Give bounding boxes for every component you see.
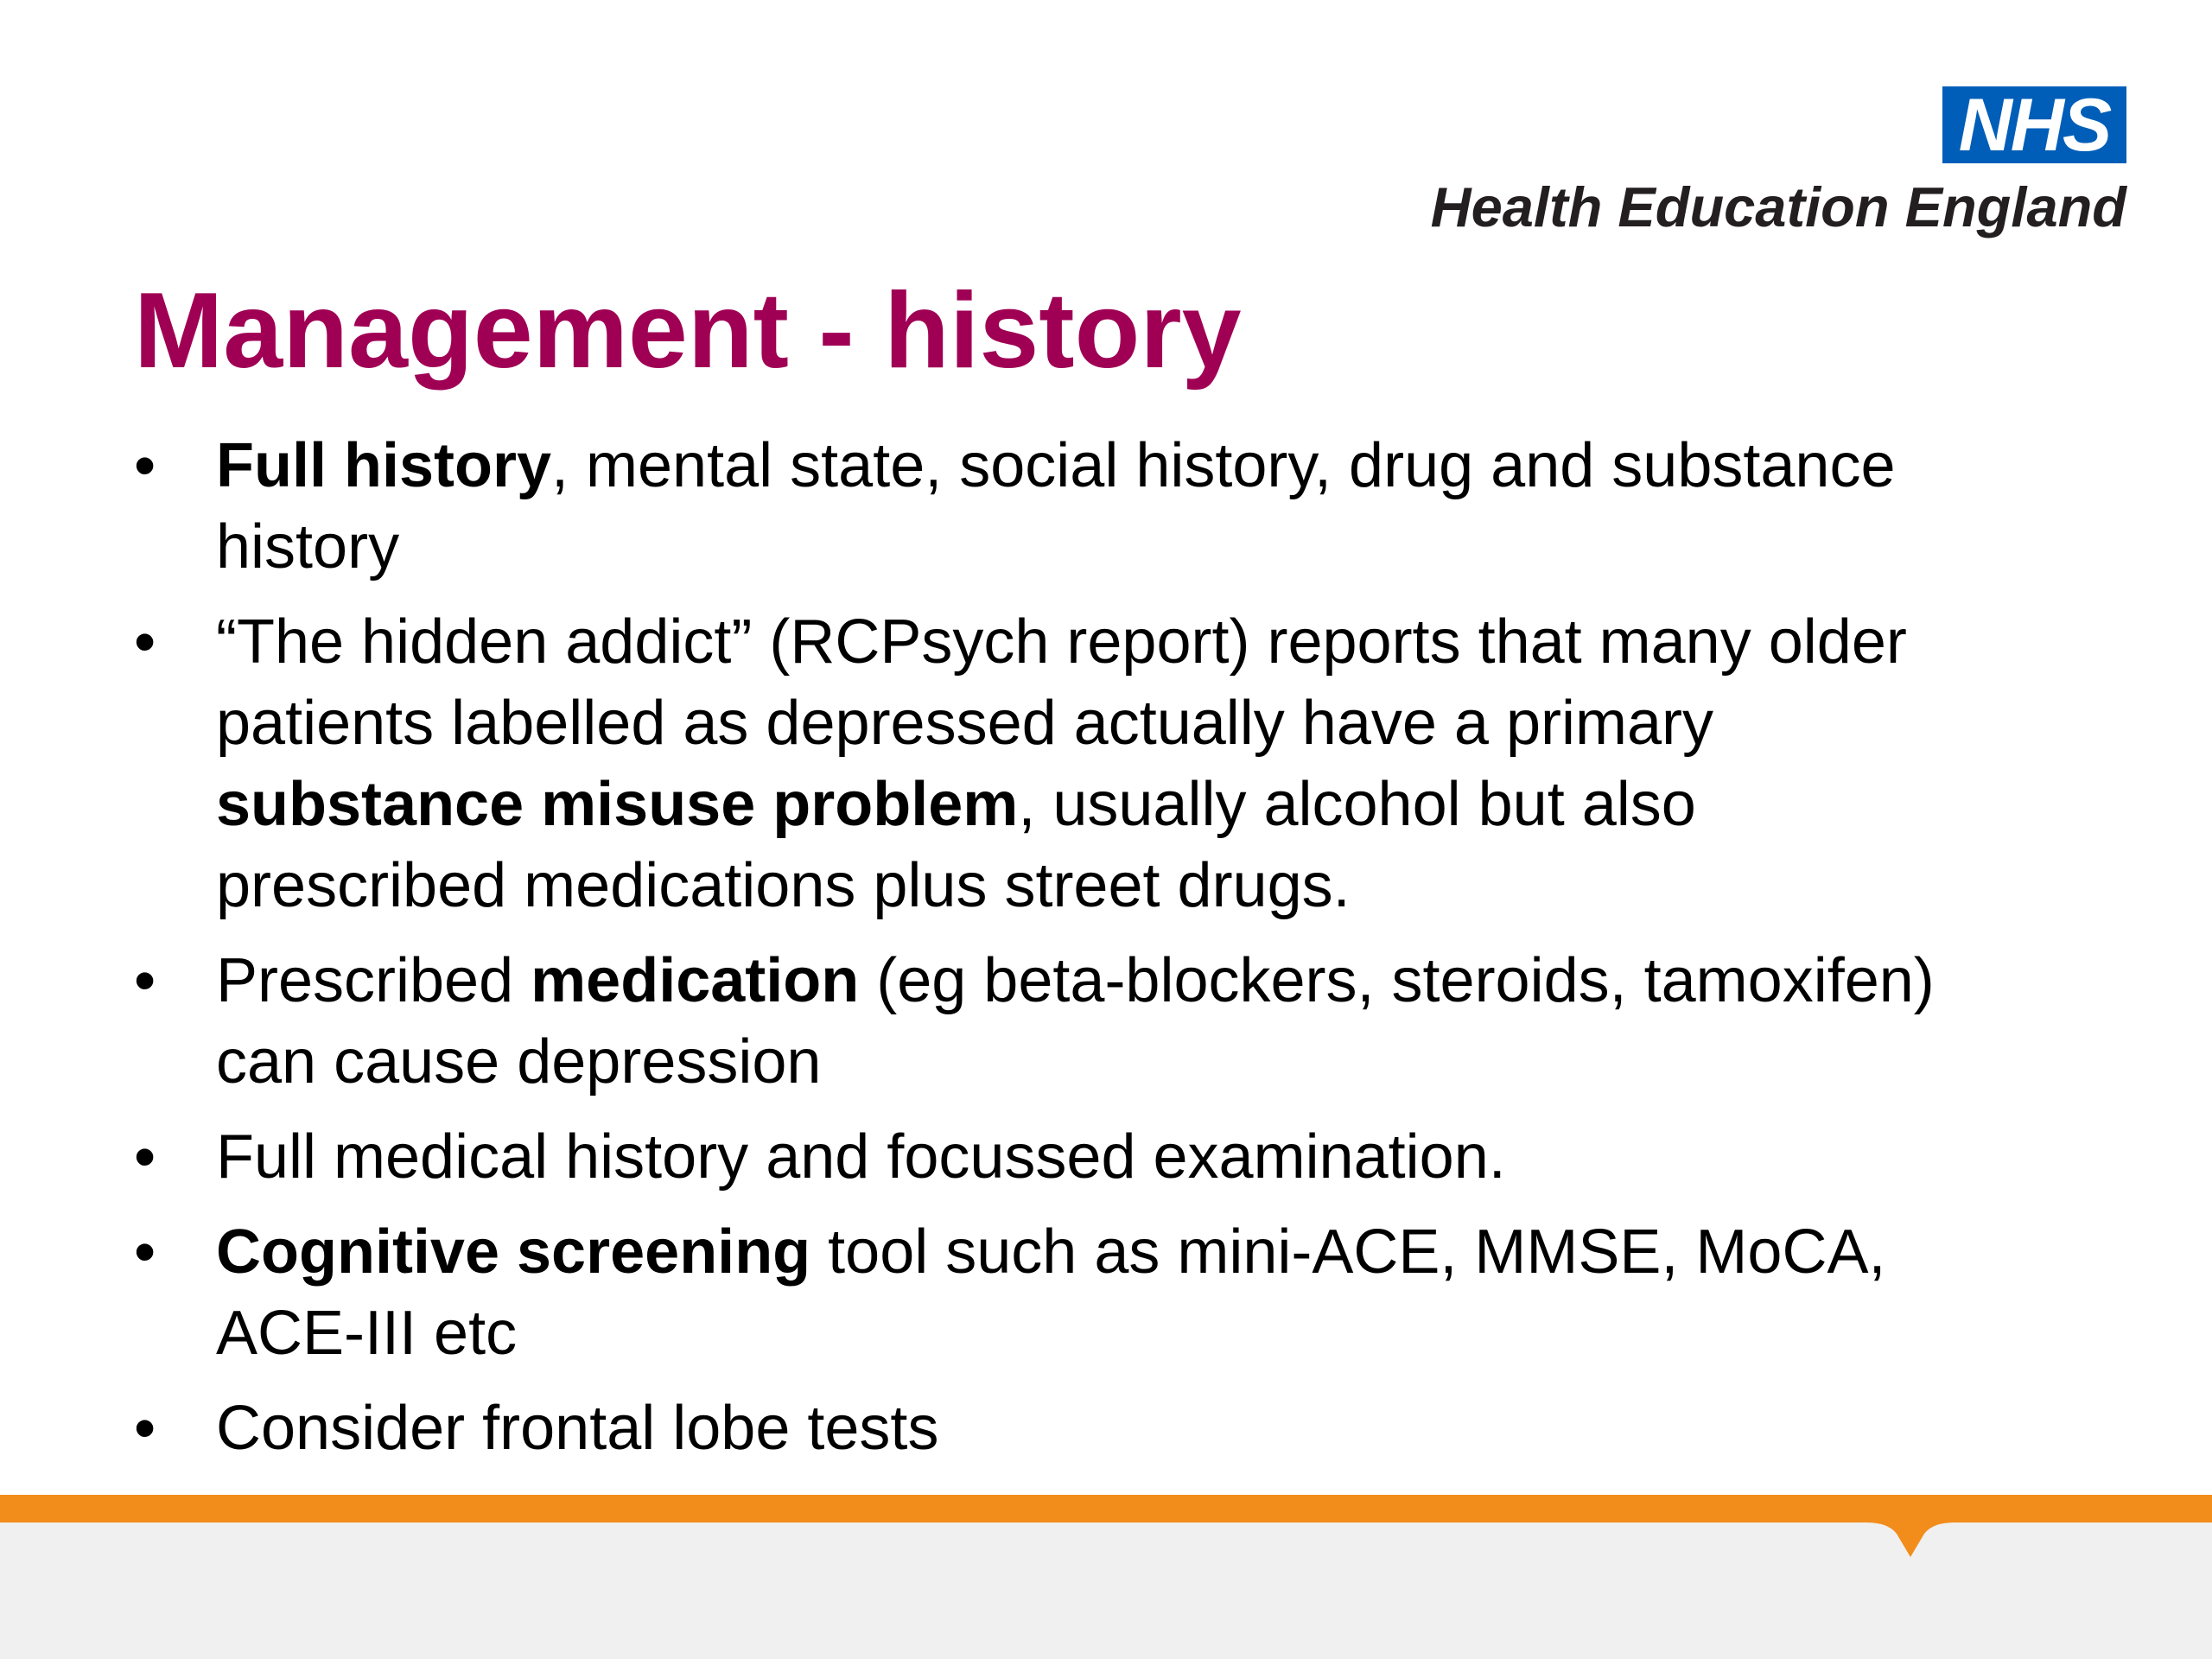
bullet-bold-text: medication [531, 946, 860, 1015]
bullet-text: , usually alcohol but also prescribed medications plus street drugs. [216, 770, 1696, 920]
bullet-item-cognitive-screening [134, 1211, 1992, 1374]
nhs-hee-logo [1430, 83, 2126, 238]
footer-notch-icon [0, 1516, 2212, 1568]
bullet-bold-text: Cognitive screening [216, 1217, 811, 1287]
bullet-marker: • [134, 431, 156, 500]
bullet-text: Full medical history and focussed examination. [216, 1122, 1506, 1192]
nhs-logo-box: NHS [1942, 86, 2126, 163]
bullet-item-full-history [134, 425, 1992, 588]
bullet-text: “The hidden addict” (RCPsych report) reports that many older patients labelled as depressed actually have a primary [216, 607, 1907, 758]
bullet-text: tool such as mini-ACE, MMSE, MoCA, ACE-III etc [216, 1217, 1886, 1368]
bullet-list [134, 425, 1992, 1483]
bullet-item-medical-history [134, 1116, 1992, 1198]
bullet-item-medication [134, 940, 1992, 1103]
bullet-marker: • [134, 1394, 156, 1463]
bullet-text: , mental state, social history, drug and substance history [216, 431, 1896, 582]
slide-title: Management - history [134, 271, 1242, 391]
bullet-marker: • [134, 1122, 156, 1192]
bullet-marker: • [134, 946, 156, 1015]
bullet-bold-text: Full history [216, 431, 552, 500]
bullet-marker: • [134, 607, 156, 677]
bullet-item-frontal-lobe [134, 1388, 1992, 1469]
bullet-item-hidden-addict [134, 601, 1992, 926]
bullet-text: (eg beta-blockers, steroids, tamoxifen) can cause depression [216, 946, 1935, 1096]
bullet-text: Consider frontal lobe tests [216, 1394, 939, 1463]
bullet-bold-text: substance misuse problem [216, 770, 1019, 839]
bullet-text: Prescribed [216, 946, 531, 1015]
bullet-marker: • [134, 1217, 156, 1287]
organisation-name: Health Education England [1430, 175, 2126, 238]
